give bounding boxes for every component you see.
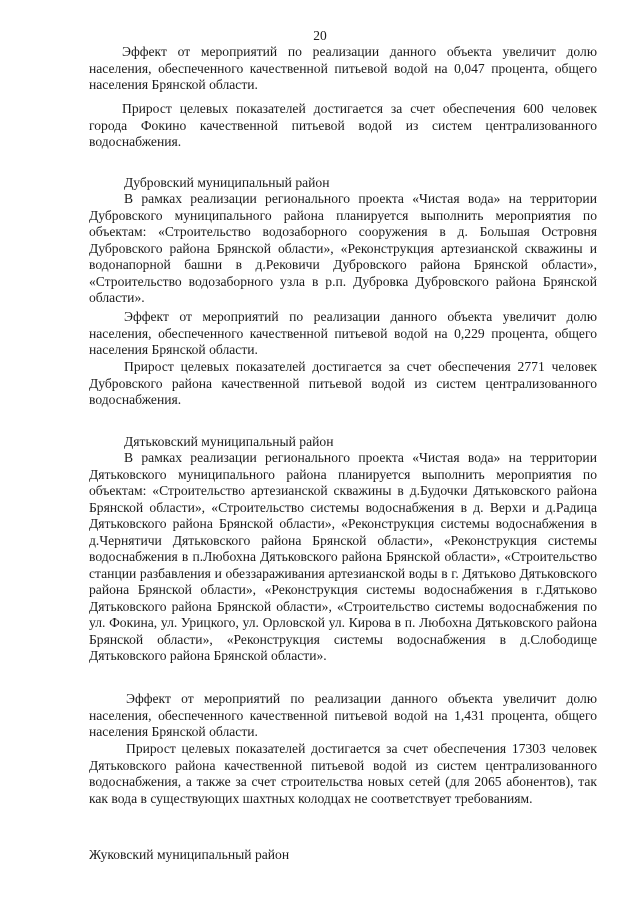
paragraph-effect-fokino: Эффект от мероприятий по реализации данного объекта увеличит долю населения, обеспеченного качественной питьевой водой на 0,047 процента, общего населения Брянской области. [89,44,597,92]
paragraph-dyatkovsky-measures: В рамках реализации регионального проекта «Чистая вода» на территории Дятьковского муниципального района планируется выполнить мероприятия по объектам: «Строительство артезианской скважины в д.Будочки Дятьковского района Брянской области», «Строительство системы водоснабжения в д. Верхи и д.Радица Дятьковского района Брянской области», «Реконструкция системы водоснабжения в д.Чернятичи Дятьковского района Брянской области», «Реконструкция системы водоснабжения в п.Любохна Дятьковского района Брянской области», «Строительство станции разбавления и обеззараживания артезианской воды в г. Дятьково Дятьковского района Брянской области», «Реконструкция системы водоснабжения в г.Дятьково Дятьковского района Брянской области», «Строительство системы водоснабжения по ул. Фокина, ул. Урицкого, ул. Орловской ул. Кирова в п. Любохна Дятьковского района Брянской области», «Реконструкция системы водоснабжения в д.Слободище Дятьковского района Брянской области». [89,450,597,663]
paragraph-growth-fokino: Прирост целевых показателей достигается за счет обеспечения 600 человек города Фокино качественной питьевой водой из систем централизованного водоснабжения. [89,101,597,149]
paragraph-dubrovsky-measures: В рамках реализации регионального проекта «Чистая вода» на территории Дубровского муниципального района планируется выполнить мероприятия по объектам: «Строительство водозаборного сооружения в д. Большая Островня Дубровского района Брянской области», «Реконструкция артезианской скважины и водонапорной башни в д.Рековичи Дубровского района Брянской области», «Строительство водозаборного узла в р.п. Дубровка Дубровского района Брянской области». [89,191,597,305]
paragraph-effect-dyatkovsky: Эффект от мероприятий по реализации данного объекта увеличит долю населения, обеспеченного качественной питьевой водой на 1,431 процента, общего населения Брянской области. [89,691,597,739]
paragraph-growth-dyatkovsky: Прирост целевых показателей достигается за счет обеспечения 17303 человек Дятьковского района качественной питьевой водой из систем централизованного водоснабжения, а также за счет строительства новых сетей (для 2065 абонентов), так как вода в существующих шахтных колодцах не соответствует требованиям. [89,741,597,806]
heading-dyatkovsky-district: Дятьковский муниципальный район [124,434,334,449]
paragraph-growth-dubrovsky: Прирост целевых показателей достигается за счет обеспечения 2771 человек Дубровского района качественной питьевой водой из систем централизованного водоснабжения. [89,359,597,407]
heading-dubrovsky-district: Дубровский муниципальный район [124,175,330,190]
page-number: 20 [313,28,327,43]
heading-zhukovsky-district: Жуковский муниципальный район [89,847,290,862]
paragraph-effect-dubrovsky: Эффект от мероприятий по реализации данного объекта увеличит долю населения, обеспеченного качественной питьевой водой на 0,229 процента, общего населения Брянской области. [89,309,597,357]
